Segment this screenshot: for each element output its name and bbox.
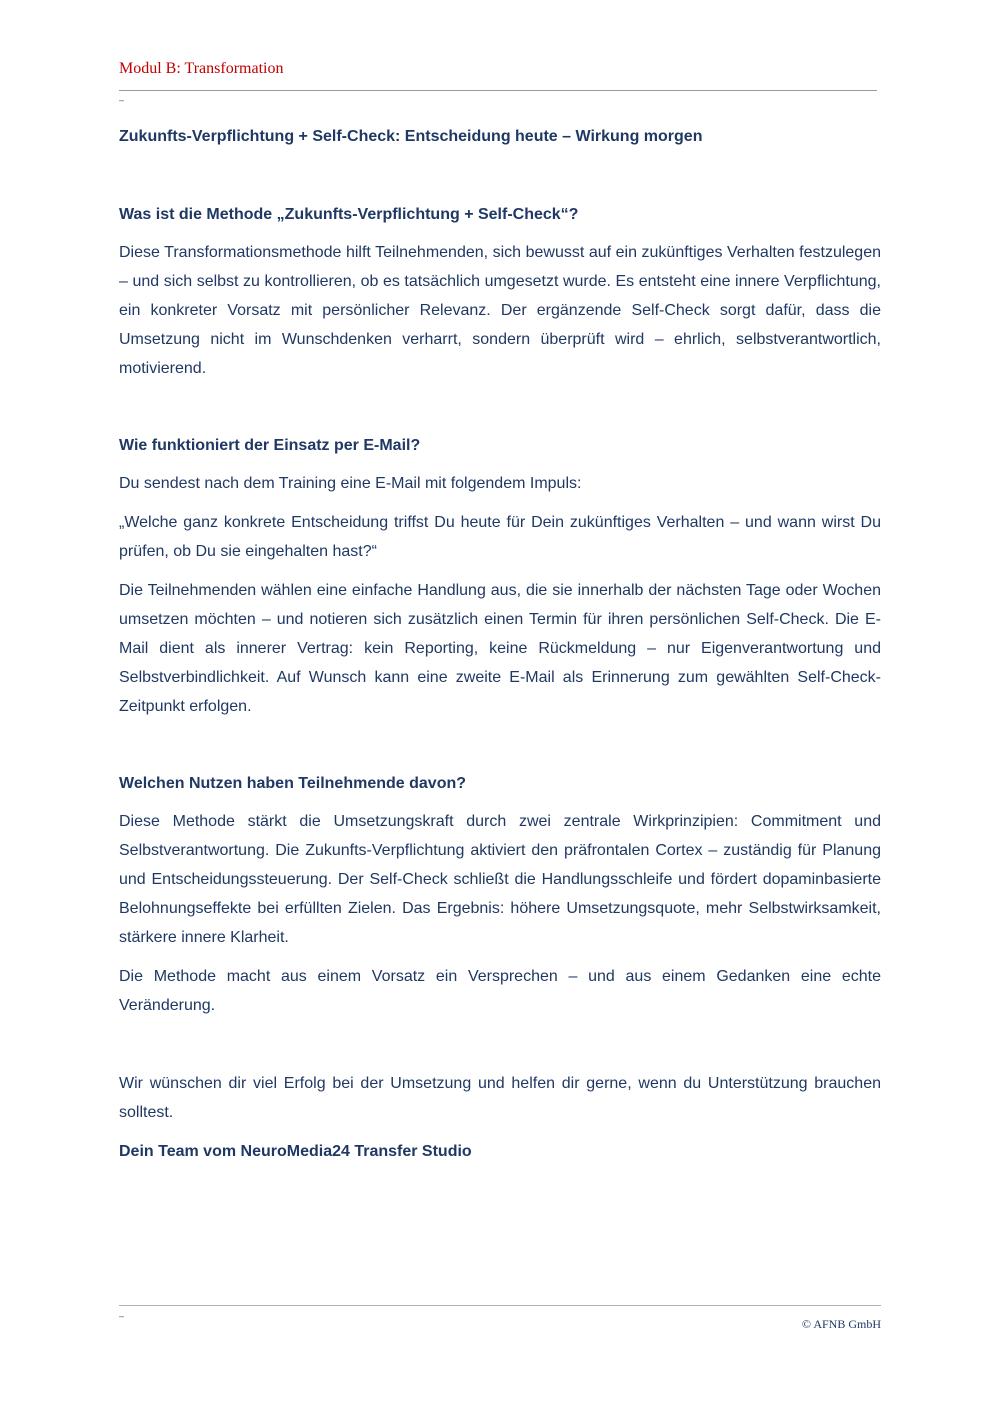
section-heading-method: Was ist die Methode „Zukunfts-Verpflichtung + Self-Check“? — [119, 206, 579, 223]
section-paragraph: Diese Methode stärkt die Umsetzungskraft durch zwei zentrale Wirkprinzipien: Commitment und Selbstverantwortung. Die Zukunfts-Verpflichtung aktiviert den präfrontalen Cortex – zuständig für Planung und Entscheidungssteuerung. Der Self-Check schließt die Handlungsschleife und fördert dopaminbasierte Belohnungseffekte bei erfüllten Zielen. Das Ergebnis: höhere Umsetzungsquote, mehr Selbstwirksamkeit, stärkere innere Klarheit. — [119, 813, 881, 946]
spacer — [119, 152, 881, 200]
document-body — [119, 122, 881, 1166]
section-heading-email: Wie funktioniert der Einsatz per E-Mail? — [119, 437, 421, 454]
closing-paragraph: Wir wünschen dir viel Erfolg bei der Umsetzung und helfen dir gerne, wenn du Unterstützung brauchen solltest. — [119, 1075, 881, 1121]
spacer — [119, 1020, 881, 1069]
impulse-quote: „Welche ganz konkrete Entscheidung triffst Du heute für Dein zukünftiges Verhalten – und wann wirst Du prüfen, ob Du sie eingehalten hast?“ — [119, 514, 881, 560]
section-paragraph: Die Teilnehmenden wählen eine einfache Handlung aus, die sie innerhalb der nächsten Tage oder Wochen umsetzen möchten – und notieren sich zusätzlich einen Termin für ihren persönlichen Self-Check. Die E-Mail dient als innerer Vertrag: kein Reporting, keine Rückmeldung – nur Eigenverantwortung und Selbstverbindlichkeit. Auf Wunsch kann eine zweite E-Mail als Erinnerung zum gewählten Self-Check-Zeitpunkt erfolgen. — [119, 582, 881, 715]
signoff: Dein Team vom NeuroMedia24 Transfer Studio — [119, 1143, 472, 1160]
copyright-notice: © AFNB GmbH — [801, 1317, 881, 1331]
spacer — [119, 383, 881, 431]
page-header-title: Modul B: Transformation — [119, 60, 284, 77]
section-paragraph: Du sendest nach dem Training eine E-Mail mit folgendem Impuls: — [119, 475, 582, 492]
footer-divider — [119, 1305, 881, 1306]
header-dash-mark: – — [119, 95, 125, 105]
section-paragraph: Diese Transformationsmethode hilft Teilnehmenden, sich bewusst auf ein zukünftiges Verhalten festzulegen – und sich selbst zu kontrollieren, ob es tatsächlich umgesetzt wurde. Es entsteht eine innere Verpflichtung, ein konkreter Vorsatz mit persönlicher Relevanz. Der ergänzende Self-Check sorgt dafür, dass die Umsetzung nicht im Wunschdenken verharrt, sondern überprüft wird – ehrlich, selbstverantwortlich, motivierend. — [119, 244, 881, 377]
section-paragraph: Die Methode macht aus einem Vorsatz ein Versprechen – und aus einem Gedanken eine echte Veränderung. — [119, 968, 881, 1014]
document-title: Zukunfts-Verpflichtung + Self-Check: Entscheidung heute – Wirkung morgen — [119, 128, 703, 145]
section-heading-benefit: Welchen Nutzen haben Teilnehmende davon? — [119, 775, 467, 792]
spacer — [119, 721, 881, 769]
footer-dash-mark: – — [119, 1311, 125, 1321]
header-divider — [119, 90, 877, 91]
